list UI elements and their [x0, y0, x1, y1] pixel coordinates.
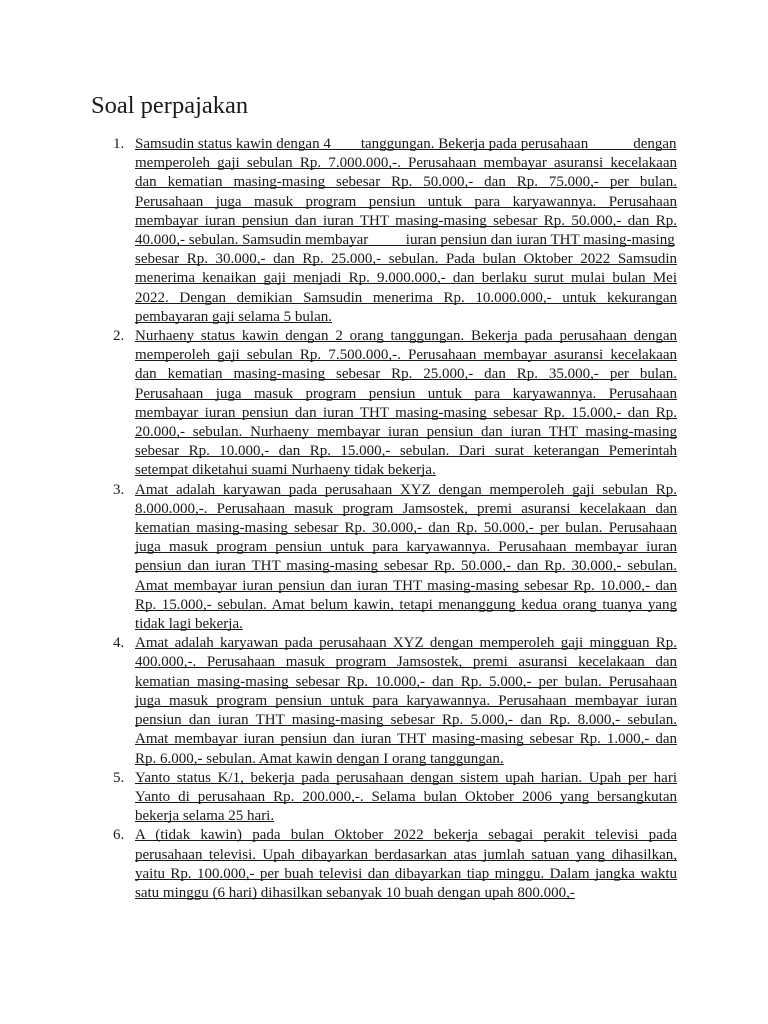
question-5 [112, 769, 677, 827]
question-text-line: 40.000,- sebulan. Samsudin membayar iuran pensiun dan iuran THT masing-masing [135, 232, 675, 249]
question-text-line: memperoleh gaji sebulan Rp. 7.000.000,-. Perusahaan membayar asuransi kecelakaan [135, 155, 677, 172]
question-3 [112, 481, 677, 635]
question-text-line: 2022. Dengan demikian Samsudin menerima Rp. 10.000.000,- untuk kekurangan [135, 289, 677, 306]
question-number: 6. [113, 827, 125, 844]
question-text-line: satu minggu (6 hari) dihasilkan sebanyak 10 buah dengan upah 800.000,- [135, 884, 575, 901]
question-text-line: Amat membayar iuran pensiun dan iuran THT masing-masing sebesar Rp. 10.000,- dan [135, 577, 677, 594]
question-text-line: menerima kenaikan gaji menjadi Rp. 9.000.000,- dan berlaku surut mulai bulan Mei [135, 270, 677, 287]
question-text-line: Rp. 6.000,- sebulan. Amat kawin dengan I orang tanggungan. [135, 750, 504, 767]
question-text-line: sebesar Rp. 30.000,- dan Rp. 25.000,- sebulan. Pada bulan Oktober 2022 Samsudin [135, 251, 677, 268]
question-text-line: juga masuk program pensiun untuk para karyawannya. Perusahaan membayar iuran [135, 539, 677, 556]
question-text-line: Amat adalah karyawan pada perusahaan XYZ dengan memperoleh gaji mingguan Rp. [135, 635, 677, 652]
question-text-line: Samsudin status kawin dengan 4 tanggungan. Bekerja pada perusahaan dengan [135, 136, 677, 152]
question-text-line: membayar iuran pensiun dan iuran THT masing-masing sebesar Rp. 50.000,- dan Rp. [135, 212, 677, 229]
question-text-line: Perusahaan juga masuk program pensiun untuk para karyawannya. Perusahaan [135, 193, 677, 210]
question-text-line: Yanto status K/1, bekerja pada perusahaan dengan sistem upah harian. Upah per hari [135, 769, 677, 786]
question-text-line: bekerja selama 25 hari. [135, 808, 275, 825]
question-text-line: pensiun dan iuran THT masing-masing sebesar Rp. 50.000,- dan Rp. 30.000,- sebulan. [135, 558, 677, 575]
question-text-line: 20.000,- sebulan. Nurhaeny membayar iuran pensiun dan iuran THT masing-masing [135, 424, 677, 441]
question-text-line: yaitu Rp. 100.000,- per buah televisi dan dibayarkan tiap minggu. Dalam jangka waktu [135, 865, 677, 882]
question-text-line: 400.000,-. Perusahaan masuk program Jamsostek, premi asuransi kecelakaan dan [135, 654, 677, 671]
question-text-line: setempat diketahui suami Nurhaeny tidak bekerja. [135, 462, 436, 479]
question-text-line: dan kematian masing-masing sebesar Rp. 50.000,- dan Rp. 75.000,- per bulan. [135, 174, 677, 191]
question-number: 1. [113, 136, 125, 152]
question-text-line: tidak lagi bekerja. [135, 616, 243, 633]
question-text-line: Perusahaan juga masuk program pensiun untuk para karyawannya. Perusahaan [135, 385, 677, 402]
question-text-line: memperoleh gaji sebulan Rp. 7.500.000,-. Perusahaan membayar asuransi kecelakaan [135, 347, 677, 364]
question-text-line: dan kematian masing-masing sebesar Rp. 25.000,- dan Rp. 35.000,- per bulan. [135, 366, 677, 383]
question-text-line: Amat membayar iuran pensiun dan iuran THT masing-masing sebesar Rp. 1.000,- dan [135, 731, 677, 748]
question-number: 5. [113, 769, 125, 786]
question-text-line: sebesar Rp. 10.000,- dan Rp. 15.000,- sebulan. Dari surat keterangan Pemerintah [135, 443, 677, 460]
question-text-line: kematian masing-masing sebesar Rp. 30.000,- dan Rp. 50.000,- per bulan. Perusahaan [135, 520, 677, 537]
question-1 [112, 135, 677, 327]
question-6 [112, 826, 677, 903]
question-number: 4. [113, 635, 125, 652]
question-text-line: A (tidak kawin) pada bulan Oktober 2022 bekerja sebagai perakit televisi pada [135, 827, 677, 844]
question-text-line: Rp. 15.000,- sebulan. Amat belum kawin, tetapi menanggung kedua orang tuanya yang [135, 596, 677, 613]
question-text-line: juga masuk program pensiun untuk para karyawannya. Perusahaan membayar iuran [135, 692, 677, 709]
question-text-line: pensiun dan iuran THT masing-masing sebesar Rp. 5.000,- dan Rp. 8.000,- sebulan. [135, 712, 677, 729]
question-text-line: Amat adalah karyawan pada perusahaan XYZ dengan memperoleh gaji sebulan Rp. [135, 481, 677, 498]
question-number: 2. [113, 328, 125, 345]
question-text-line: pembayaran gaji selama 5 bulan. [135, 308, 333, 325]
question-text-line: 8.000.000,-. Perusahaan masuk program Jamsostek, premi asuransi kecelakaan dan [135, 500, 677, 517]
question-text-line: Nurhaeny status kawin dengan 2 orang tanggungan. Bekerja pada perusahaan dengan [135, 328, 677, 345]
question-text-line: Yanto di perusahaan Rp. 200.000,-. Selama bulan Oktober 2006 yang bersangkutan [135, 788, 677, 805]
question-list [112, 135, 677, 903]
page-title: Soal perpajakan [91, 92, 249, 119]
question-2 [112, 327, 677, 481]
question-text-line: kematian masing-masing sebesar Rp. 10.000,- dan Rp. 5.000,- per bulan. Perusahaan [135, 673, 677, 690]
question-number: 3. [113, 481, 125, 498]
question-text-line: membayar iuran pensiun dan iuran THT masing-masing sebesar Rp. 15.000,- dan Rp. [135, 404, 677, 421]
question-4 [112, 634, 677, 768]
question-text-line: perusahaan televisi. Upah dibayarkan berdasarkan atas jumlah satuan yang dihasilkan, [135, 846, 677, 863]
